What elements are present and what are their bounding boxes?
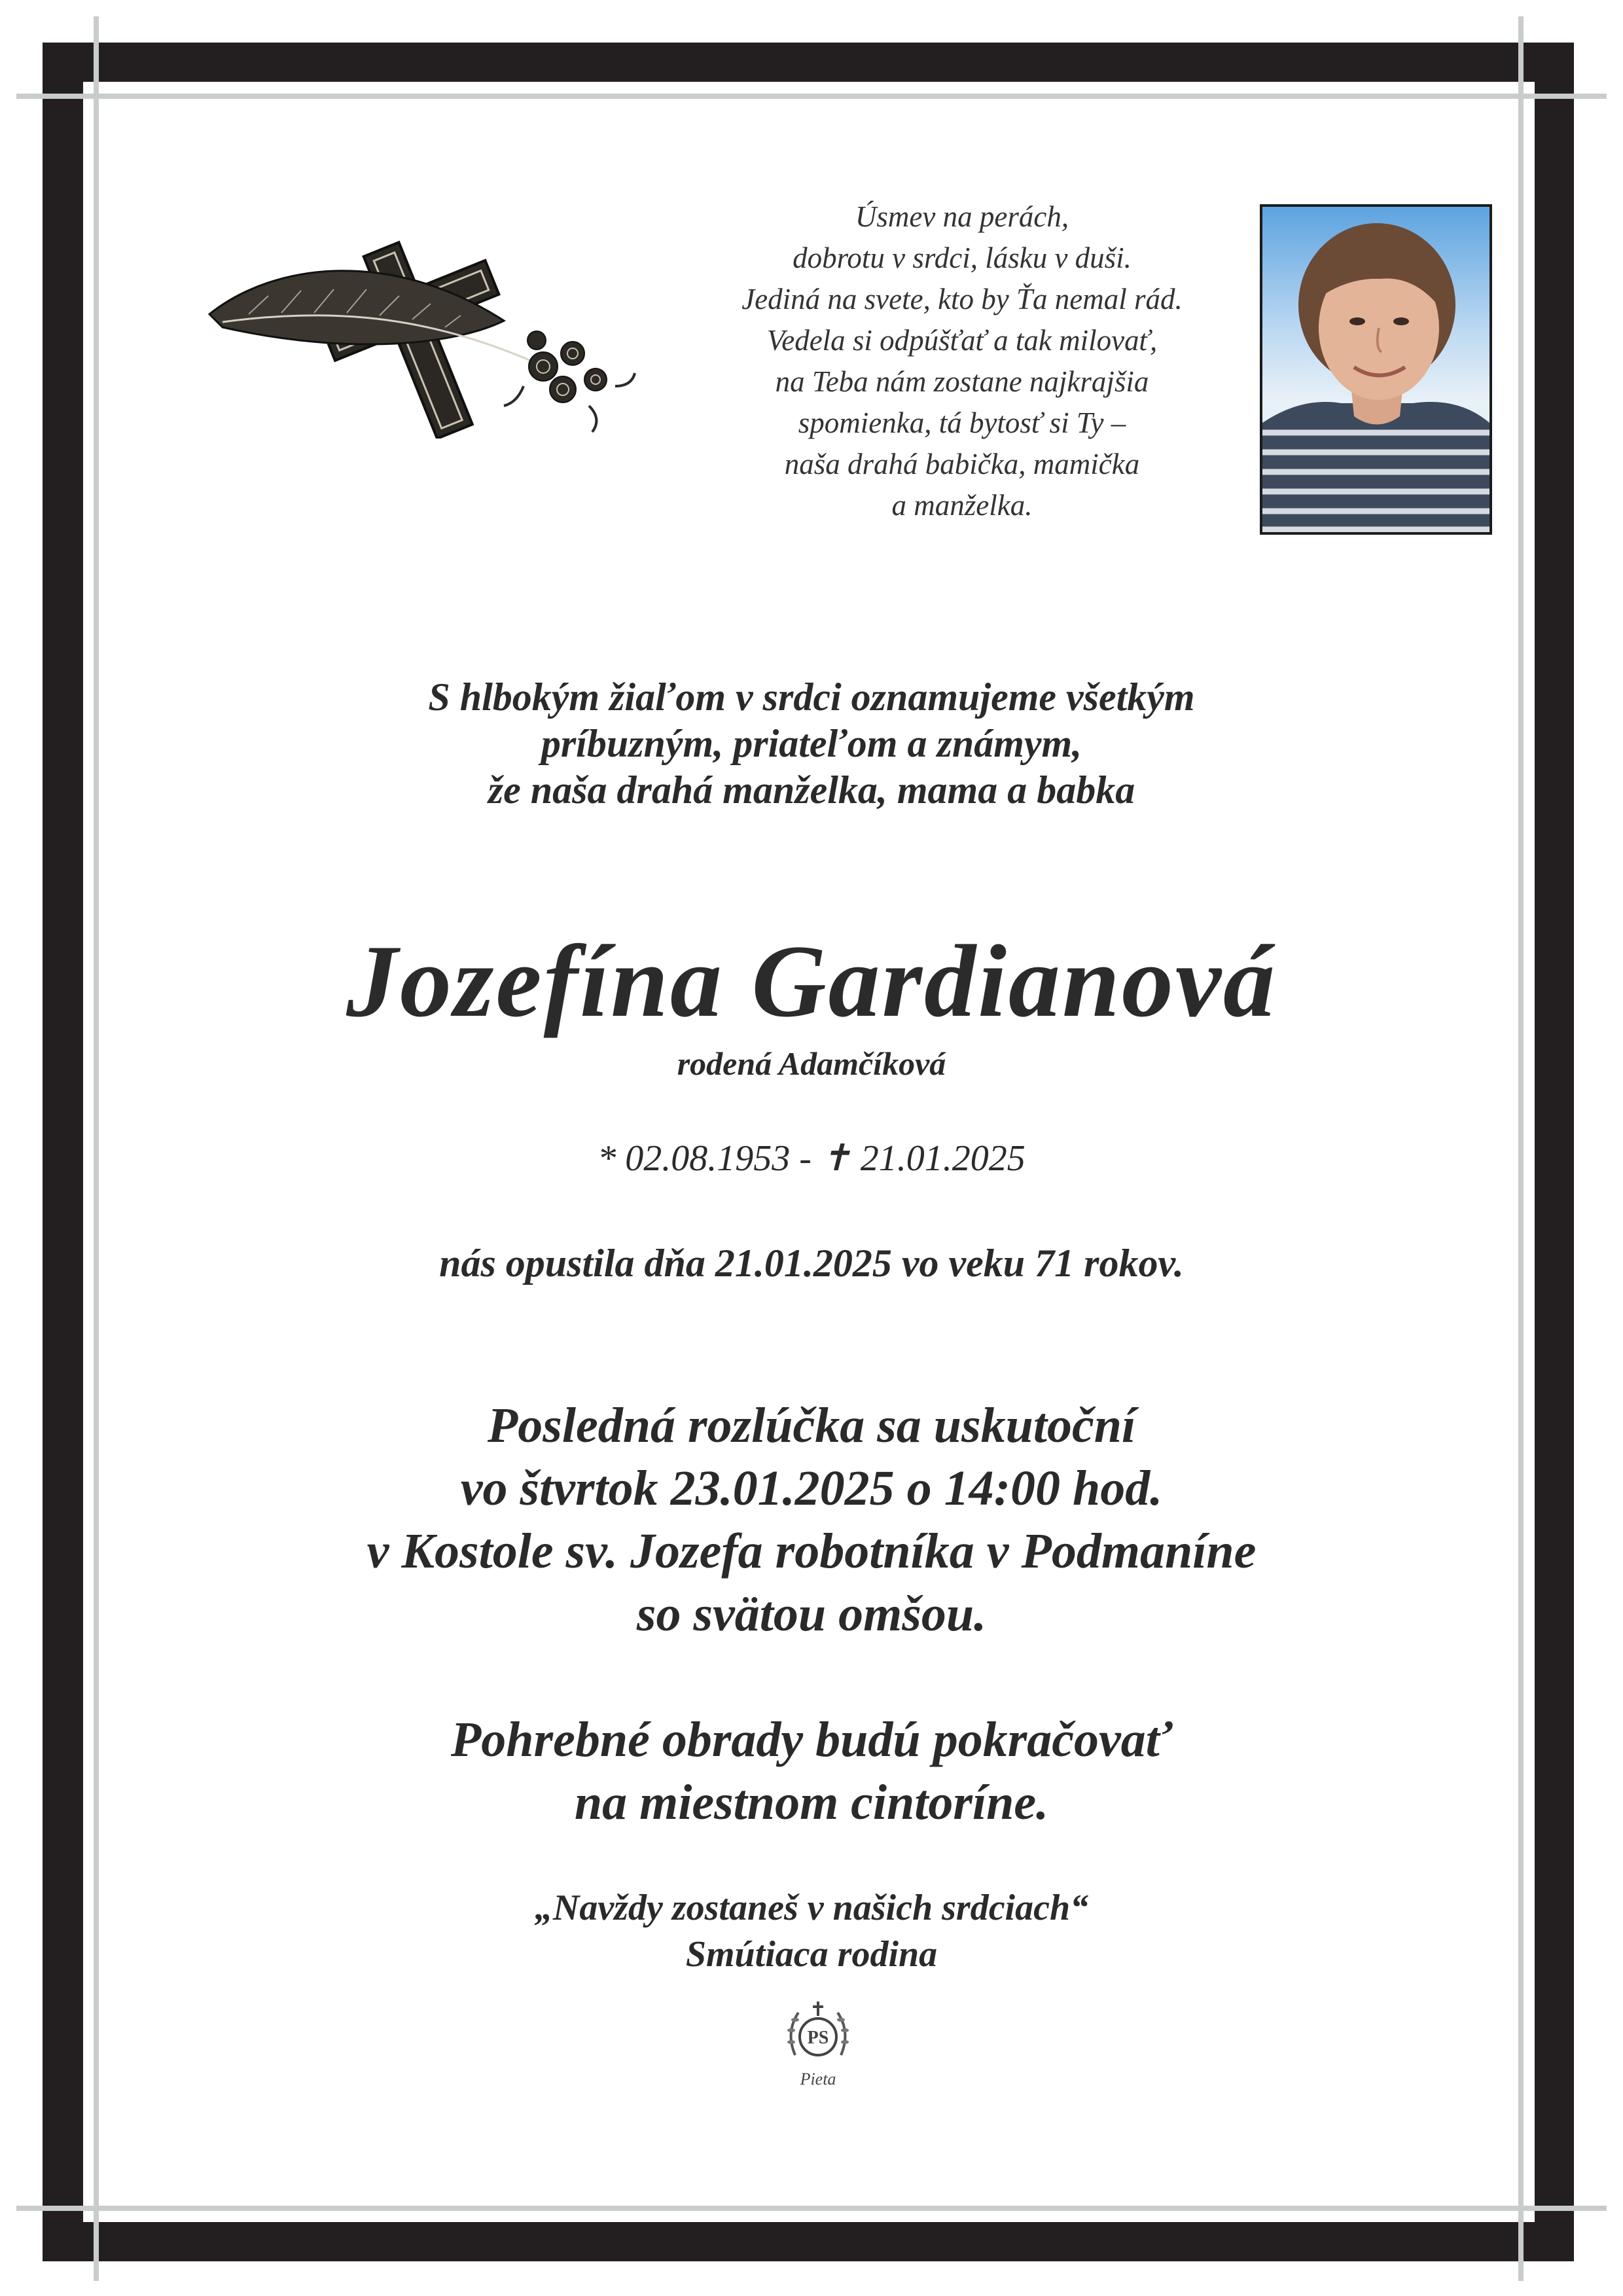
portrait-illustration [1262, 207, 1489, 532]
logo-label: Pieta [800, 2070, 836, 2089]
burial-line: Pohrebné obrady budú pokračovať [450, 1712, 1173, 1767]
intro-line: príbuzným, priateľom a známym, [541, 722, 1082, 765]
burial-details [0, 1708, 1623, 1834]
intro-line: že naša drahá manželka, mama a babka [488, 768, 1135, 812]
frame-top [43, 43, 1574, 82]
deceased-name: Jozefína Gardianová [346, 924, 1277, 1039]
maiden-name: rodená Adamčíková [677, 1045, 946, 1082]
poem-line: Vedela si odpúšťať a tak milovať, [766, 324, 1158, 357]
poem-line: Jediná na svete, kto by Ťa nemal rád. [741, 283, 1183, 315]
life-dates: * 02.08.1953 - ✝ 21.01.2025 [597, 1138, 1026, 1179]
closing [0, 1885, 1623, 1978]
farewell-line: vo štvrtok 23.01.2025 o 14:00 hod. [460, 1461, 1163, 1516]
guide-line-bottom [16, 2206, 1607, 2211]
logo-monogram: PS [807, 2028, 829, 2048]
portrait-photo [1260, 204, 1492, 535]
pieta-emblem-icon [782, 1996, 854, 2068]
intro-line: S hlbokým žiaľom v srdci oznamujeme všetkým [428, 675, 1195, 719]
cross-and-feather-icon [196, 223, 654, 439]
poem-line: spomienka, tá bytosť si Ty – [798, 406, 1126, 439]
farewell-line: Posledná rozlúčka sa uskutoční [487, 1398, 1136, 1453]
farewell-line: so svätou omšou. [636, 1587, 987, 1641]
pieta-logo [782, 1996, 854, 2094]
farewell-details [0, 1394, 1623, 1645]
frame-bottom [43, 2222, 1574, 2261]
poem-line: a manželka. [891, 489, 1033, 522]
announcement-intro [0, 674, 1623, 814]
poem-line: na Teba nám zostane najkrajšia [775, 365, 1149, 398]
farewell-line: v Kostole sv. Jozefa robotníka v Podmaníne [366, 1524, 1257, 1579]
mourning-family: Smútiaca rodina [685, 1934, 938, 1975]
poem-line: Úsmev na perách, [855, 200, 1069, 233]
poem-line: naša drahá babička, mamička [784, 448, 1140, 480]
passed-away-line: nás opustila dňa 21.01.2025 vo veku 71 rokov. [439, 1242, 1184, 1285]
poem [668, 196, 1257, 526]
poem-line: dobrotu v srdci, lásku v duši. [793, 242, 1132, 274]
burial-line: na miestnom cintoríne. [574, 1775, 1049, 1830]
closing-quote: „Navždy zostaneš v našich srdciach“ [534, 1888, 1089, 1928]
guide-line-top [16, 94, 1607, 99]
